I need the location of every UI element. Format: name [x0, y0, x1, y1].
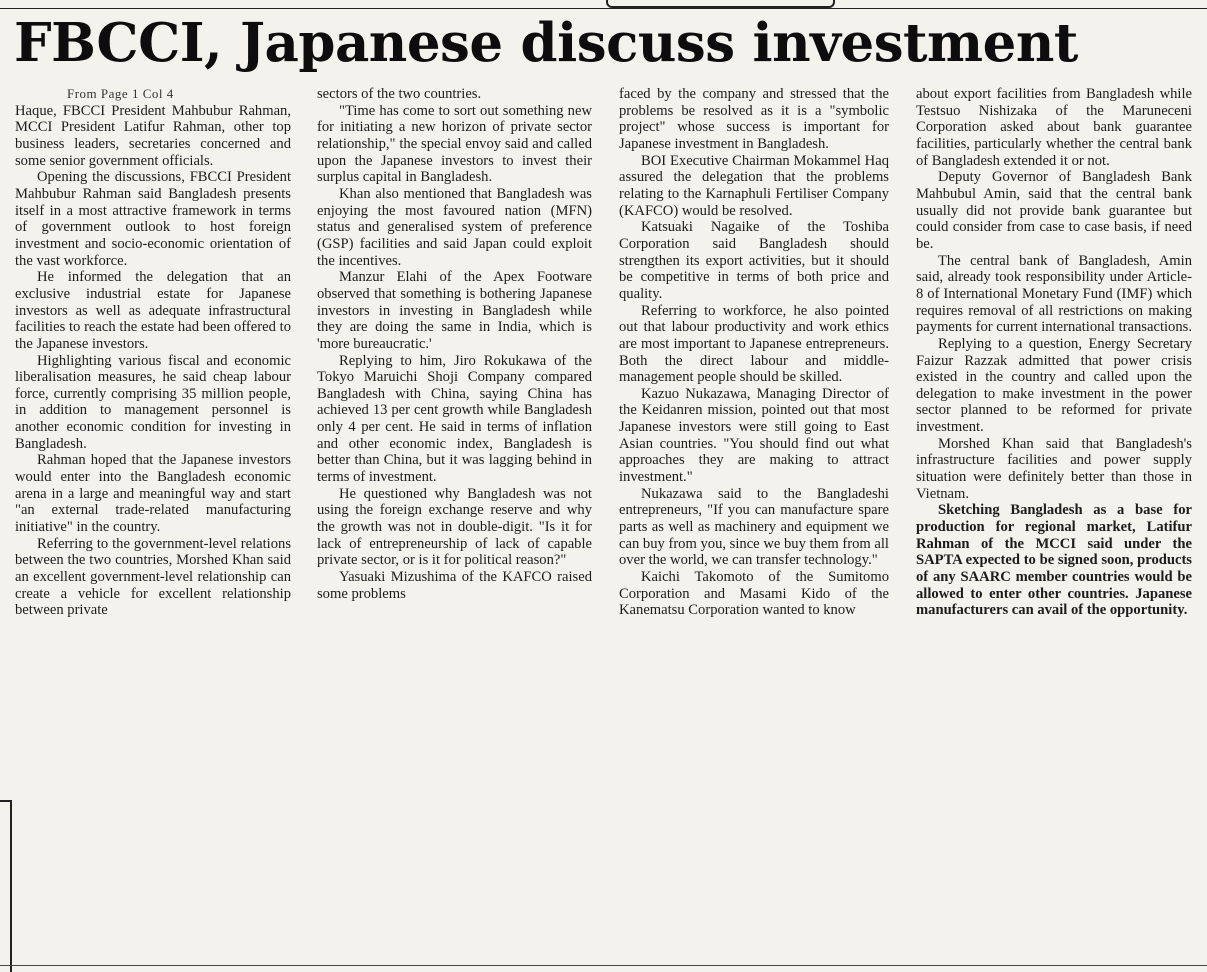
bottom-rule — [0, 965, 1207, 966]
paragraph: faced by the company and stressed that the problems be resolved as it is a "symbolic project" whose success is important for Japanese investment in Bangladesh. — [619, 86, 889, 152]
paragraph: Opening the discussions, FBCCI President Mahbubur Rahman said Bangladesh presents itself in a most attractive framework in terms of government outlook to host foreign investment and socio-economic orientation of the vast workforce. — [15, 169, 291, 269]
paragraph: Khan also mentioned that Bangladesh was enjoying the most favoured nation (MFN) status and generalised system of preference (GSP) facilities and said Japan could exploit the incentives. — [317, 185, 592, 269]
paragraph: The central bank of Bangladesh, Amin said, already took responsibility under Article-8 of International Monetary Fund (IMF) which requires removal of all restrictions on making payments for current international transactions. — [916, 252, 1192, 336]
paragraph: He questioned why Bangladesh was not using the foreign exchange reserve and why the growth was not in double-digit. "Is it for lack of entrepreneurship of lack of capable private sector, or is it for political reason?" — [317, 485, 592, 569]
paragraph: sectors of the two countries. — [317, 86, 482, 102]
paragraph: Nukazawa said to the Bangladeshi entrepreneurs, "If you can manufacture spare parts as well as machinery and equipment we can buy from you, since we buy them from all over the world, we can transfer technology." — [619, 485, 889, 569]
paragraph: about export facilities from Bangladesh while Testsuo Nishizaka of the Maruneceni Corporation asked about bank guarantee facilities, particularly whether the central bank of Bangladesh extended it or not. — [916, 86, 1192, 169]
paragraph: Rahman hoped that the Japanese investors would enter into the Bangladesh economic arena in a large and meaningful way and start "an external trade-related manufacturing initiative" in the country. — [15, 452, 291, 536]
jump-line: From Page 1 Col 4 — [67, 86, 174, 101]
paragraph: Deputy Governor of Bangladesh Bank Mahbubul Amin, said that the central bank usually did not provide bank guarantee but could consider from case to case basis, if need be. — [916, 169, 1192, 252]
article-column-4 — [916, 86, 1192, 966]
paragraph: Morshed Khan said that Bangladesh's infrastructure facilities and power supply situation were definitely better than those in Vietnam. — [916, 435, 1192, 502]
paragraph: Manzur Elahi of the Apex Footware observed that something is bothering Japanese investors in investing in Bangladesh while they are doing the same in India, which is 'more bureaucratic.' — [317, 269, 592, 352]
paragraph: Katsuaki Nagaike of the Toshiba Corporation said Bangladesh should strengthen its export activities, but it should be competitive in terms of both price and quality. — [619, 219, 889, 302]
paragraph: "Time has come to sort out something new for initiating a new horizon of private sector relationship," the special envoy said and called upon the Japanese investors to invest their surplus capital in Bangladesh. — [317, 102, 592, 186]
column-rule-mark — [0, 800, 12, 972]
paragraph: Replying to him, Jiro Rokukawa of the Tokyo Maruichi Shoji Company compared Bangladesh with China, saying China has achieved 13 per cent growth while Bangladesh only 4 per cent. He said in terms of inflation and other economic index, Bangladesh is better than China, but it was lagging behind in terms of investment. — [317, 352, 592, 486]
article-column-1 — [15, 86, 291, 966]
paragraph: Haque, FBCCI President Mahbubur Rahman, MCCI President Latifur Rahman, other top business leaders, secretaries concerned and some senior government officials. — [15, 102, 291, 169]
paragraph: Referring to workforce, he also pointed out that labour productivity and work ethics are most important to Japanese entrepreneurs. Both the direct labour and middle-management people should be skilled. — [619, 302, 889, 386]
top-rule — [0, 0, 1207, 9]
paragraph: Kaichi Takomoto of the Sumitomo Corporation and Masami Kido of the Kanematsu Corporation wanted to know — [619, 569, 889, 619]
paragraph: He informed the delegation that an exclusive industrial estate for Japanese investors as well as adequate infrastructural facilities to reach the estate had been offered to the Japanese investors. — [15, 269, 291, 352]
paragraph: Highlighting various fiscal and economic liberalisation measures, he said cheap labour force, currently comprising 35 million people, in addition to management personnel is another economic condition for investing in Bangladesh. — [15, 352, 291, 452]
paragraph: Kazuo Nukazawa, Managing Director of the Keidanren mission, pointed out that most Japanese investors were still going to East Asian countries. "You should find out what approaches they are making to attract investment." — [619, 385, 889, 486]
paragraph: Yasuaki Mizushima of the KAFCO raised some problems — [317, 569, 592, 602]
paragraph: Replying to a question, Energy Secretary Faizur Razzak admitted that power crisis existed in the country and called upon the delegation to make investment in the power sector planned to be reformed for private investment. — [916, 335, 1192, 436]
top-bracket-decoration — [606, 0, 835, 8]
paragraph: BOI Executive Chairman Mokammel Haq assured the delegation that the problems relating to the Karnaphuli Fertiliser Company (KAFCO) would be resolved. — [619, 152, 889, 219]
article-headline: FBCCI, Japanese discuss investment — [14, 12, 1078, 74]
article-column-2 — [317, 86, 592, 966]
article-column-3 — [619, 86, 889, 966]
paragraph: Referring to the government-level relations between the two countries, Morshed Khan said an excellent government-level relationship can create a vehicle for excellent relationship between private — [15, 535, 291, 619]
paragraph: Sketching Bangladesh as a base for production for regional market, Latifur Rahman of the MCCI said under the SAPTA expected to be signed soon, products of any SAARC member countries would be allowed to enter other countries. Japanese manufacturers can avail of the opportunity. — [916, 502, 1192, 619]
